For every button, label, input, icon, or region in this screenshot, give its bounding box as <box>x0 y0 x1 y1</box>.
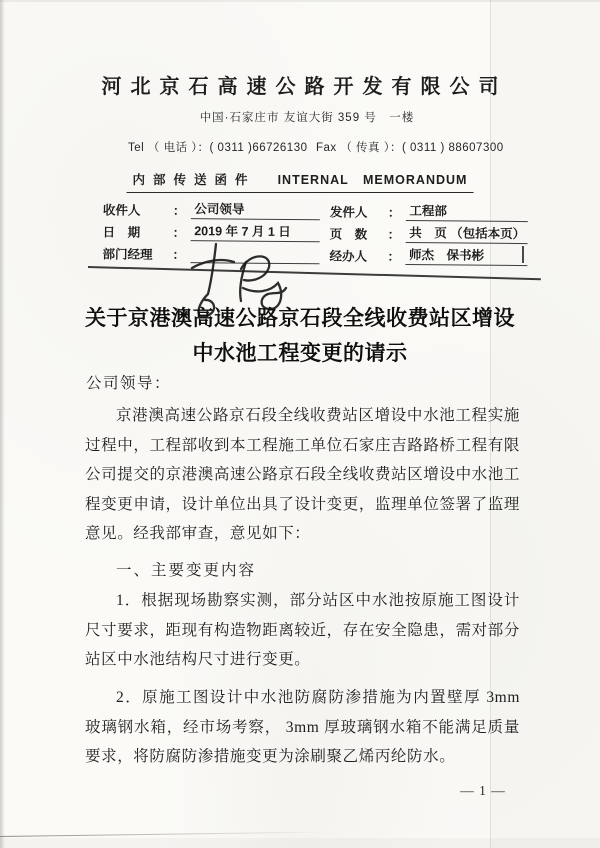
fax-number: Fax （ 传真 ）：( 0311 ) 88607300 <box>316 142 504 154</box>
change-item-1: 1．根据现场勘察实测，部分站区中水池按原施工图设计尺寸要求，距现有构造物距离较近，存在安全隐患，需对部分站区中水池结构尺寸进行变更。 <box>85 592 520 668</box>
field-handler <box>329 246 527 266</box>
recipient-label: 收件人 <box>102 203 141 218</box>
colon: ： <box>387 227 401 242</box>
paper-bottom-shade <box>0 838 600 848</box>
paper-bottom-edge-line <box>0 831 330 837</box>
sender-label: 发件人 <box>329 205 368 220</box>
section-heading-1: 一、主要变更内容 <box>116 562 257 579</box>
recipient-value: 公司领导 <box>190 199 319 220</box>
dept-manager-label: 部门经理 <box>102 247 153 262</box>
field-sender <box>330 202 528 222</box>
change-item-2: 2．原施工图设计中水池防腐防渗措施为内置壁厚 3mm 玻璃钢水箱，经市场考察， 3mm 厚玻璃钢水箱不能满足质量要求，将防腐防渗措施变更为涂刷聚乙烯丙纶防水。 <box>85 689 520 765</box>
colon: ： <box>172 225 186 241</box>
handler-value: 师杰 保书彬 <box>405 245 527 266</box>
memo-title-chinese: 内部传送函件 <box>132 173 256 187</box>
pages-label: 页 数 <box>329 227 368 242</box>
colon: ： <box>387 205 401 220</box>
company-address: 中国·石家庄市 友谊大街 359 号 一楼 <box>199 112 415 124</box>
document-title-line2: 中水池工程变更的请示 <box>192 341 408 365</box>
telephone-number: Tel （ 电话 ）：( 0311 )66726130 <box>128 142 308 154</box>
pages-value: 共 页 （包括本页） <box>405 223 527 244</box>
colon: ： <box>387 249 401 264</box>
document-title <box>0 301 600 371</box>
field-pages <box>330 224 528 244</box>
colon: ： <box>172 203 186 219</box>
colon: ： <box>172 247 186 263</box>
body-paragraph-1: 京港澳高速公路京石段全线收费站区增设中水池工程实施过程中，工程部收到本工程施工单位石家庄吉路路桥工程有限公司提交的京港澳高速公路京石段全线收费站区增设中水池工程变更申请，设计单位出具了设计变更，监理单位签署了监理意见。经我部审查，意见如下： <box>85 407 520 542</box>
memo-title-english: INTERNAL MEMORANDUM <box>277 173 468 187</box>
field-recipient <box>103 200 320 220</box>
date-value: 2019 年 7 月 1 日 <box>190 221 319 242</box>
company-name: 河北京石高速公路开发有限公司 <box>101 76 508 98</box>
handler-label: 经办人 <box>329 249 368 264</box>
date-label: 日 期 <box>102 225 141 240</box>
salutation: 公司领导： <box>86 375 172 392</box>
memo-header-form <box>0 0 600 285</box>
page-number: — 1 — <box>460 783 506 798</box>
document-title-line1: 关于京港澳高速公路京石段全线收费站区增设 <box>85 306 515 330</box>
sender-value: 工程部 <box>405 201 527 222</box>
